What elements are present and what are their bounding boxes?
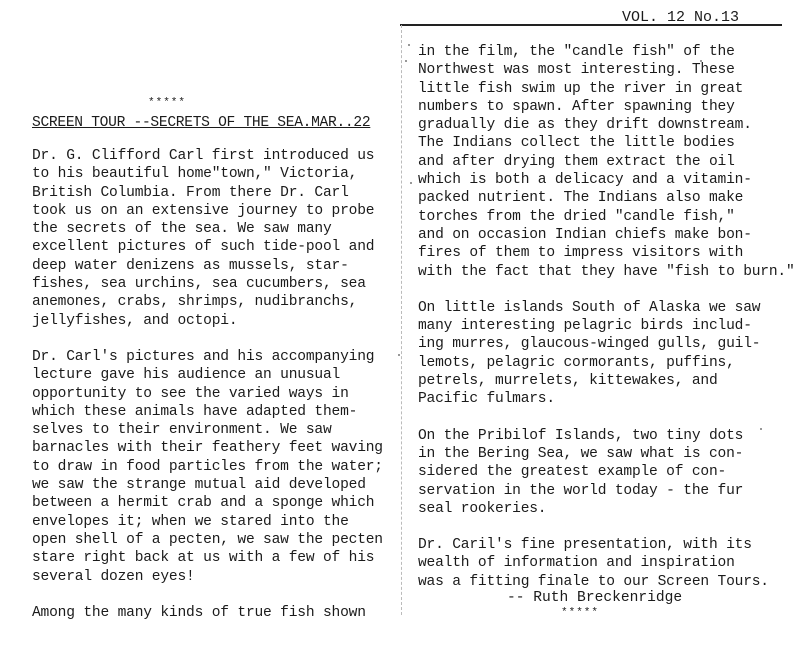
text-line: packed nutrient. The Indians also make [418, 190, 744, 207]
left-paragraph-1 [32, 147, 392, 330]
closing-stars: ***** [561, 607, 600, 619]
left-paragraph-3 [32, 604, 392, 622]
text-line: many interesting pelagric birds includ- [418, 318, 752, 335]
print-speck [760, 428, 762, 430]
text-line: Dr. Carl's pictures and his accompanying [32, 348, 375, 365]
text-line: deep water denizens as mussels, star- [32, 257, 349, 274]
text-line: opportunity to see the varied ways in [32, 385, 349, 402]
right-paragraph-3 [418, 427, 790, 518]
text-line: sidered the greatest example of con- [418, 464, 727, 481]
text-line: The Indians collect the little bodies [418, 135, 735, 152]
text-line: gradually die as they drift downstream. [418, 117, 752, 134]
section-stars: ***** [148, 97, 187, 109]
text-line: little fish swim up the river in great [418, 80, 744, 97]
print-speck [410, 182, 412, 184]
text-line: seal rookeries. [418, 500, 547, 517]
print-speck [405, 60, 407, 62]
text-line: and on occasion Indian chiefs make bon- [418, 226, 752, 243]
text-line: Among the many kinds of true fish shown [32, 604, 366, 621]
text-line: Northwest was most interesting. These [418, 62, 735, 79]
text-line: which these animals have adapted them- [32, 403, 358, 420]
text-line: lecture gave his audience an unusual [32, 367, 341, 384]
text-line: took us on an extensive journey to probe [32, 202, 375, 219]
text-line: was a fitting finale to our Screen Tours. [418, 573, 769, 590]
text-line: excellent pictures of such tide-pool and [32, 239, 375, 256]
text-line: petrels, murrelets, kittewakes, and [418, 373, 718, 390]
text-line: which is both a delicacy and a vitamin- [418, 172, 752, 189]
text-line: in the film, the "candle fish" of the [418, 44, 735, 60]
print-speck [398, 354, 400, 356]
text-line: British Columbia. From there Dr. Carl [32, 184, 349, 201]
print-speck [700, 60, 702, 62]
right-column [418, 43, 795, 609]
text-line: Dr. G. Clifford Carl first introduced us [32, 148, 375, 164]
text-line: numbers to spawn. After spawning they [418, 98, 735, 115]
text-line: the secrets of the sea. We saw many [32, 221, 332, 238]
right-paragraph-1 [418, 43, 795, 281]
text-line: envelopes it; when we stared into the [32, 513, 349, 530]
text-line: torches from the dried "candle fish," [418, 208, 735, 225]
text-line: On the Pribilof Islands, two tiny dots [418, 427, 744, 444]
text-line: Dr. Caril's fine presentation, with its [418, 537, 752, 554]
print-speck [408, 44, 410, 46]
text-line: Pacific fulmars. [418, 391, 555, 408]
text-line: stare right back at us with a few of his [32, 550, 375, 567]
text-line: selves to their environment. We saw [32, 422, 332, 439]
text-line: ing murres, glaucous-winged gulls, guil- [418, 336, 761, 353]
left-paragraph-2 [32, 348, 392, 586]
text-line: to his beautiful home"town," Victoria, [32, 166, 358, 183]
text-line: we saw the strange mutual aid developed [32, 477, 366, 494]
text-line: lemots, pelagric cormorants, puffins, [418, 354, 735, 371]
right-paragraph-4 [418, 536, 790, 591]
author-signature: -- Ruth Breckenridge [507, 590, 683, 606]
text-line: anemones, crabs, shrimps, nudibranchs, [32, 294, 358, 311]
text-line: between a hermit crab and a sponge which [32, 495, 375, 512]
text-line: with the fact that they have "fish to burn." [418, 263, 795, 280]
text-line: to draw in food particles from the water; [32, 458, 383, 475]
right-paragraph-2 [418, 299, 790, 409]
text-line: in the Bering Sea, we saw what is con- [418, 445, 744, 462]
text-line: wealth of information and inspiration [418, 555, 735, 572]
text-line: On little islands South of Alaska we saw [418, 299, 761, 316]
volume-number: VOL. 12 No.13 [622, 9, 740, 26]
text-line: jellyfishes, and octopi. [32, 312, 238, 329]
text-line: several dozen eyes! [32, 568, 195, 585]
text-line: servation in the world today - the fur [418, 482, 744, 499]
text-line: barnacles with their feathery feet waving [32, 440, 383, 457]
text-line: fires of them to impress visitors with [418, 245, 744, 262]
text-line: and after drying them extract the oil [418, 153, 735, 170]
text-line: fishes, sea urchins, sea cucumbers, sea [32, 276, 366, 293]
left-column [32, 147, 392, 640]
column-divider [401, 25, 402, 615]
text-line: open shell of a pecten, we saw the pecten [32, 531, 383, 548]
article-heading: SCREEN TOUR --SECRETS OF THE SEA.MAR..22 [32, 115, 371, 131]
